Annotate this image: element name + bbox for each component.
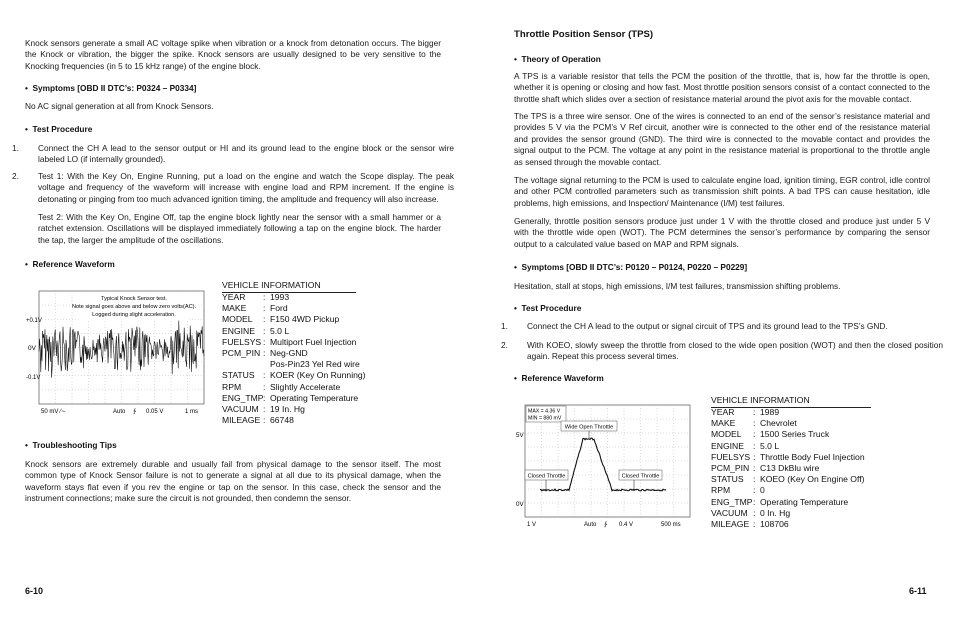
vehicle-info-colon: : [753,462,756,473]
vehicle-info-colon: : [753,407,756,417]
page-number-right: 6-11 [909,586,927,596]
vehicle-info-row [711,485,865,496]
tps-paragraph-3: The voltage signal returning to the PCM is used to calculate engine load, ignition timing, EGR control, idle control and other PCM controlled parameters such as transmission shift points. A bad TPS can cause hesitation, idle problems, high emissions, and Inspection/ Maintenance (I/M) test failures. [514,175,930,208]
vehicle-info-value: KOEO (Key On Engine Off) [760,474,865,485]
vehicle-info-key: MILEAGE [222,415,261,426]
vehicle-info-value: Operating Temperature [270,392,359,403]
tps-test-heading: • Test Procedure [514,303,582,313]
tps-symptoms-text: Hesitation, stall at stops, high emissions, I/M test failures, transmission shifting problems. [514,281,841,291]
vehicle-info-colon: : [753,496,756,507]
tps-theory-heading: • Theory of Operation [514,54,601,64]
tps-title: Throttle Position Sensor (TPS) [514,29,654,40]
vehicle-info-key: ENGINE [222,325,255,336]
vehicle-info-key: MODEL [222,314,253,325]
tps-reference-heading: • Reference Waveform [514,373,604,383]
vehicle-info-key: STATUS [222,370,255,381]
vehicle-info-colon: : [753,418,756,429]
knock-symptoms-heading: • Symptoms [OBD II DTC’s: P0324 – P0334] [25,83,197,93]
vehicle-info-key: RPM [711,485,731,496]
vehicle-info-row [711,519,865,530]
vehicle-info-row [711,418,865,429]
tps-footer-scale: 1 V [527,522,537,528]
vehicle-info-key: RPM [222,381,242,392]
vehicle-info-value: C13 DkBlu wire [760,462,820,473]
tps-waveform [514,400,694,530]
vehicle-info-heading-1993: VEHICLE INFORMATION [222,280,356,293]
tps-footer-auto: Auto [584,522,597,528]
tps-ylabel-bottom: 0V [516,501,524,508]
vehicle-info-row [711,508,865,519]
vehicle-info-row [711,452,865,463]
knock-caption-line-3: Logged during slight acceleration. [92,312,176,318]
vehicle-info-value: 108706 [760,518,789,529]
vehicle-info-key: ENGINE [711,440,744,451]
vehicle-info-colon: : [263,403,266,414]
vehicle-info-value: Chevrolet [760,418,797,429]
vehicle-info-key: FUELSYS [222,336,262,347]
tps-ylabel-top: 5V [516,432,524,439]
vehicle-info-value: 19 In. Hg [270,403,305,414]
vehicle-info-value: Ford [270,303,288,314]
vehicle-info-key: MODEL [711,429,742,440]
tps-paragraph-1: A TPS is a variable resistor that tells the PCM the position of the throttle, that is, how far the throttle is open, whether it is opening or closing and how fast. Most throttle position sensors consist of a contact connected to the throttle shaft which slides over a section of resistance material around the pivot axis for the movable contact. [514,71,930,104]
tps-paragraph-4: Generally, throttle position sensors produce just under 1 V with the throttle closed and produce just under 5 V with the throttle wide open (WOT). The PCM determines the sensor’s performance by comparing the sensor output to a calculated value based on MAP and RPM signals. [514,216,930,249]
vehicle-info-key: VACUUM [222,403,259,414]
vehicle-info-colon: : [263,415,266,426]
vehicle-info-colon: : [263,292,266,302]
vehicle-info-table-1989 [711,407,865,530]
vehicle-info-row [711,497,865,508]
vehicle-info-row [711,429,865,440]
vehicle-info-value: 5.0 L [270,325,290,336]
vehicle-info-row [222,370,366,381]
knock-sensor-waveform [22,286,212,416]
tps-step-2: 2. With KOEO, slowly sweep the throttle from closed to the wide open position (WOT) and then the closed position again. Repeat this process several times. [501,340,943,362]
vehicle-info-value: Operating Temperature [760,496,849,507]
vehicle-info-value: 0 [760,485,765,496]
knock-step-2: 2. Test 1: With the Key On, Engine Running, put a load on the engine and watch the Scope display. The peak voltage and frequency of the waveform will increase with engine load and RPM increment. If the engine is detonating or pinging from too much advanced ignition timing, the amplitude and frequency will also increase. [12,171,454,204]
vehicle-info-value: 1989 [760,407,780,417]
tps-min-label: MIN = 880 mV [528,415,562,422]
vehicle-info-value: 1500 Series Truck [760,429,830,440]
knock-caption-line-1: Typical Knock Sensor test. [101,296,167,302]
vehicle-info-value: Throttle Body Fuel Injection [760,451,865,462]
vehicle-info-row [222,337,366,348]
vehicle-info-colon: : [263,303,266,314]
vehicle-info-value: KOER (Key On Running) [270,370,366,381]
vehicle-info-key: PCM_PIN [711,462,750,473]
vehicle-info-row [222,348,366,359]
vehicle-info-heading-1989: VEHICLE INFORMATION [711,395,871,408]
right-page [477,0,954,626]
knock-footer-level: 0.05 V [146,409,164,415]
vehicle-info-row [711,441,865,452]
vehicle-info-key: FUELSYS [711,451,751,462]
vehicle-info-colon: : [753,451,756,462]
vehicle-info-value: Slightly Accelerate [270,381,341,392]
tps-footer-level: 0.4 V [619,522,634,528]
vehicle-info-row [222,382,366,393]
knock-symptoms-text: No AC signal generation at all from Knock Sensors. [25,101,214,111]
vehicle-info-key: VACUUM [711,507,748,518]
vehicle-info-colon: : [263,336,266,347]
knock-step-2-test-2: Test 2: With the Key On, Engine Off, tap the engine block lightly near the sensor with a small hammer or a ratchet extension. Oscillations will be displayed immediately following a tap on the engine block. The harder the tap, the larger the amplitude of the oscillations. [38,212,441,245]
vehicle-info-key: MAKE [711,418,736,429]
tps-footer-timebase: 500 ms [661,522,681,528]
vehicle-info-value: 0 In. Hg [760,507,791,518]
vehicle-info-row [222,314,366,325]
vehicle-info-row [222,404,366,415]
tps-footer-trigger-icon: ∱ [604,522,608,528]
vehicle-info-colon: : [753,429,756,440]
vehicle-info-colon: : [753,518,756,529]
vehicle-info-key: STATUS [711,474,744,485]
vehicle-info-value: Pos-Pin23 Yel Red wire [270,359,360,370]
tps-step-1: 1. Connect the CH A lead to the output or signal circuit of TPS and its ground lead to the TPS’s GND. [501,321,888,331]
vehicle-info-colon: : [753,440,756,451]
vehicle-info-table-1993 [222,292,366,426]
knock-tips-heading: • Troubleshooting Tips [25,440,117,450]
vehicle-info-key: YEAR [222,292,246,302]
tps-wot-label: Wide Open Throttle [564,424,614,431]
knock-footer-auto: Auto [113,409,126,415]
tps-max-label: MAX = 4.36 V [528,408,561,415]
vehicle-info-key: MAKE [222,303,247,314]
vehicle-info-colon: : [753,507,756,518]
knock-intro-paragraph: Knock sensors generate a small AC voltage spike when vibration or a knock from detonation occurs. The bigger the Knock or vibration, the bigger the spike. Knock sensors are usually designed to be very sensitive to the Knocking frequencies (in 5 to 15 kHz range) of the engine block. [25,38,441,71]
vehicle-info-row [222,415,366,426]
vehicle-info-colon: : [263,314,266,325]
vehicle-info-row [711,407,865,418]
vehicle-info-row [711,474,865,485]
vehicle-info-row [222,303,366,314]
vehicle-info-value: 5.0 L [760,440,780,451]
knock-ylabel-mid: 0V [28,345,36,352]
vehicle-info-value: 1993 [270,292,290,302]
vehicle-info-colon: : [263,325,266,336]
vehicle-info-key: PCM_PIN [222,347,261,358]
knock-test-heading: • Test Procedure [25,124,93,134]
knock-tips-text: Knock sensors are extremely durable and usually fail from physical damage to the sensor itself. The most common type of Knock Sensor failure is not to generate a signal at all due to its physical damage, when the waveform stays flat even if you rev the engine or tap on the sensor. In this case, check the sensor and the instrument connections; make sure the circuit is not grounded, then condemn the sensor. [25,459,441,504]
knock-ylabel-bottom: -0.1V [26,375,41,381]
vehicle-info-row [711,463,865,474]
vehicle-info-colon: : [753,474,756,485]
vehicle-info-colon: : [263,392,266,403]
knock-ylabel-top: +0.1V [26,318,42,324]
vehicle-info-colon: : [263,347,266,358]
vehicle-info-colon: : [263,370,266,381]
knock-step-1: 1. Connect the CH A lead to the sensor output or HI and its ground lead to the engine block or the sensor wire labeled LO (if internally grounded). [12,143,454,165]
vehicle-info-row [222,393,366,404]
vehicle-info-key: MILEAGE [711,518,750,529]
tps-paragraph-2: The TPS is a three wire sensor. One of the wires is connected to an end of the sensor’s resistance material and provides 5 V via the PCM’s V Ref circuit, another wire is connected to the other end of the resistance material and provides the sensor ground (GND). The third wire is connected to the movable contact and provides the signal output to the PCM. The voltage at any point in the resistance material is proportional to the throttle angle as sensed through the movable contact. [514,111,930,167]
tps-closed-right-label: Closed Throttle [621,473,660,480]
vehicle-info-key: ENG_TMP [711,496,753,507]
tps-symptoms-heading: • Symptoms [OBD II DTC’s: P0120 – P0124, P0220 – P0229] [514,262,748,272]
vehicle-info-row [222,326,366,337]
vehicle-info-key: YEAR [711,407,735,417]
vehicle-info-colon: : [263,381,266,392]
vehicle-info-value: F150 4WD Pickup [270,314,340,325]
vehicle-info-value: Multiport Fuel Injection [270,336,357,347]
page-number-left: 6-10 [25,586,44,596]
knock-footer-scale: 50 mV ⁄∼ [41,409,67,415]
knock-footer-timebase: 1 ms [185,409,199,415]
vehicle-info-key: ENG_TMP [222,392,264,403]
knock-caption-line-2: Note signal goes above and below zero volts(AC). [71,304,197,310]
tps-closed-left-label: Closed Throttle [527,473,566,480]
vehicle-info-row [222,359,366,370]
vehicle-info-row [222,292,366,303]
knock-reference-heading: • Reference Waveform [25,259,115,269]
vehicle-info-colon: : [753,485,756,496]
knock-footer-trigger-icon: ∱ [133,409,137,415]
vehicle-info-value: 66748 [270,415,294,426]
vehicle-info-value: Neg-GND [270,347,308,358]
